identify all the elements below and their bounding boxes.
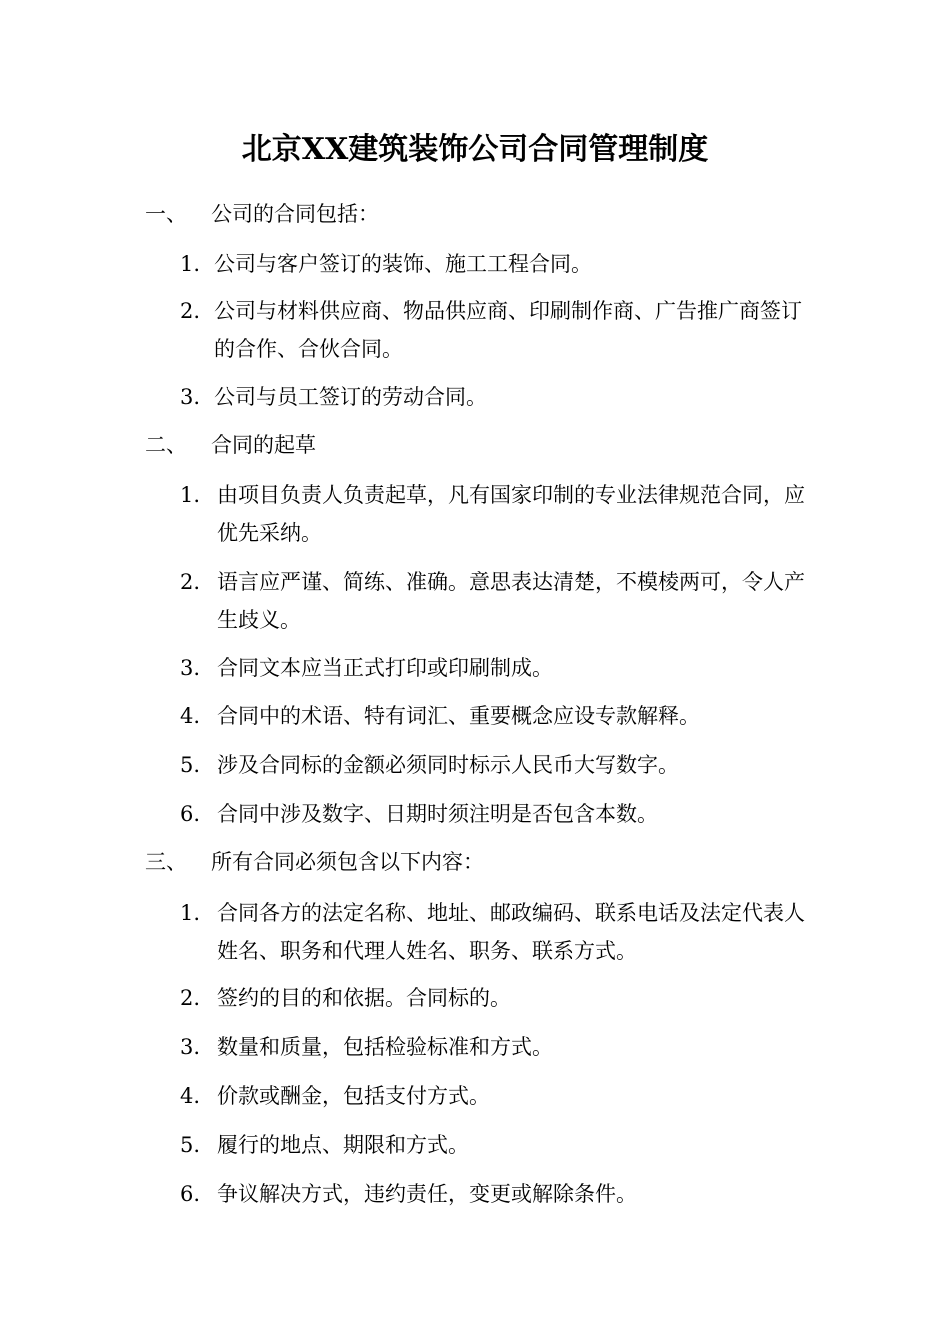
item-number: 3.: [180, 385, 201, 409]
item-number: 1.: [180, 252, 201, 276]
item-number: 5.: [180, 753, 201, 777]
item-number: 3.: [180, 1035, 201, 1059]
item-text: 由项目负责人负责起草，凡有国家印制的专业法律规范合同，应优先采纳。: [217, 483, 805, 545]
section-marker: 三、: [145, 850, 187, 874]
list-item: [180, 476, 820, 552]
item-text: 价款或酬金，包括支付方式。: [217, 1084, 490, 1108]
list-item: [180, 1028, 820, 1066]
item-text: 合同文本应当正式打印或印刷制成。: [217, 656, 553, 680]
list-item: [180, 979, 820, 1017]
list-item: [180, 1175, 820, 1213]
item-text: 合同各方的法定名称、地址、邮政编码、联系电话及法定代表人姓名、职务和代理人姓名、职务、联系方式。: [217, 901, 805, 963]
section-heading-2: [145, 430, 316, 460]
item-text: 数量和质量，包括检验标准和方式。: [217, 1035, 553, 1059]
list-item: [180, 1077, 820, 1115]
document-title: 北京XX建筑装饰公司合同管理制度: [241, 132, 709, 167]
list-item: [180, 378, 820, 416]
item-text: 语言应严谨、简练、准确。意思表达清楚，不模棱两可，令人产生歧义。: [217, 570, 805, 632]
item-number: 1.: [180, 483, 201, 507]
section-marker: 一、: [145, 202, 187, 226]
list-item: [180, 563, 820, 639]
list-item: [180, 649, 820, 687]
item-number: 2.: [180, 299, 201, 323]
item-text: 签约的目的和依据。合同标的。: [217, 986, 511, 1010]
item-number: 2.: [180, 986, 201, 1010]
item-number: 3.: [180, 656, 201, 680]
list-item: [180, 894, 820, 970]
item-number: 6.: [180, 802, 201, 826]
section-heading-3: [145, 847, 484, 877]
list-item: [180, 746, 820, 784]
item-text: 合同中涉及数字、日期时须注明是否包含本数。: [217, 802, 658, 826]
section-heading-text: 合同的起草: [211, 433, 316, 457]
list-item: [180, 697, 820, 735]
item-text: 公司与员工签订的劳动合同。: [214, 385, 487, 409]
list-item: [180, 245, 820, 283]
item-number: 2.: [180, 570, 201, 594]
list-item: [180, 1126, 820, 1164]
item-text: 公司与客户签订的装饰、施工工程合同。: [214, 252, 592, 276]
item-text: 涉及合同标的金额必须同时标示人民币大写数字。: [217, 753, 679, 777]
item-number: 4.: [180, 704, 201, 728]
list-item: [180, 292, 820, 368]
section-marker: 二、: [145, 433, 187, 457]
item-number: 6.: [180, 1182, 201, 1206]
section-heading-1: [145, 199, 379, 229]
item-number: 1.: [180, 901, 201, 925]
item-text: 履行的地点、期限和方式。: [217, 1133, 469, 1157]
item-number: 5.: [180, 1133, 201, 1157]
item-text: 争议解决方式，违约责任，变更或解除条件。: [217, 1182, 637, 1206]
section-heading-text: 公司的合同包括：: [211, 202, 379, 226]
item-number: 4.: [180, 1084, 201, 1108]
section-heading-text: 所有合同必须包含以下内容：: [211, 850, 484, 874]
item-text: 合同中的术语、特有词汇、重要概念应设专款解释。: [217, 704, 700, 728]
item-text: 公司与材料供应商、物品供应商、印刷制作商、广告推广商签订的合作、合伙合同。: [214, 299, 802, 361]
list-item: [180, 795, 820, 833]
